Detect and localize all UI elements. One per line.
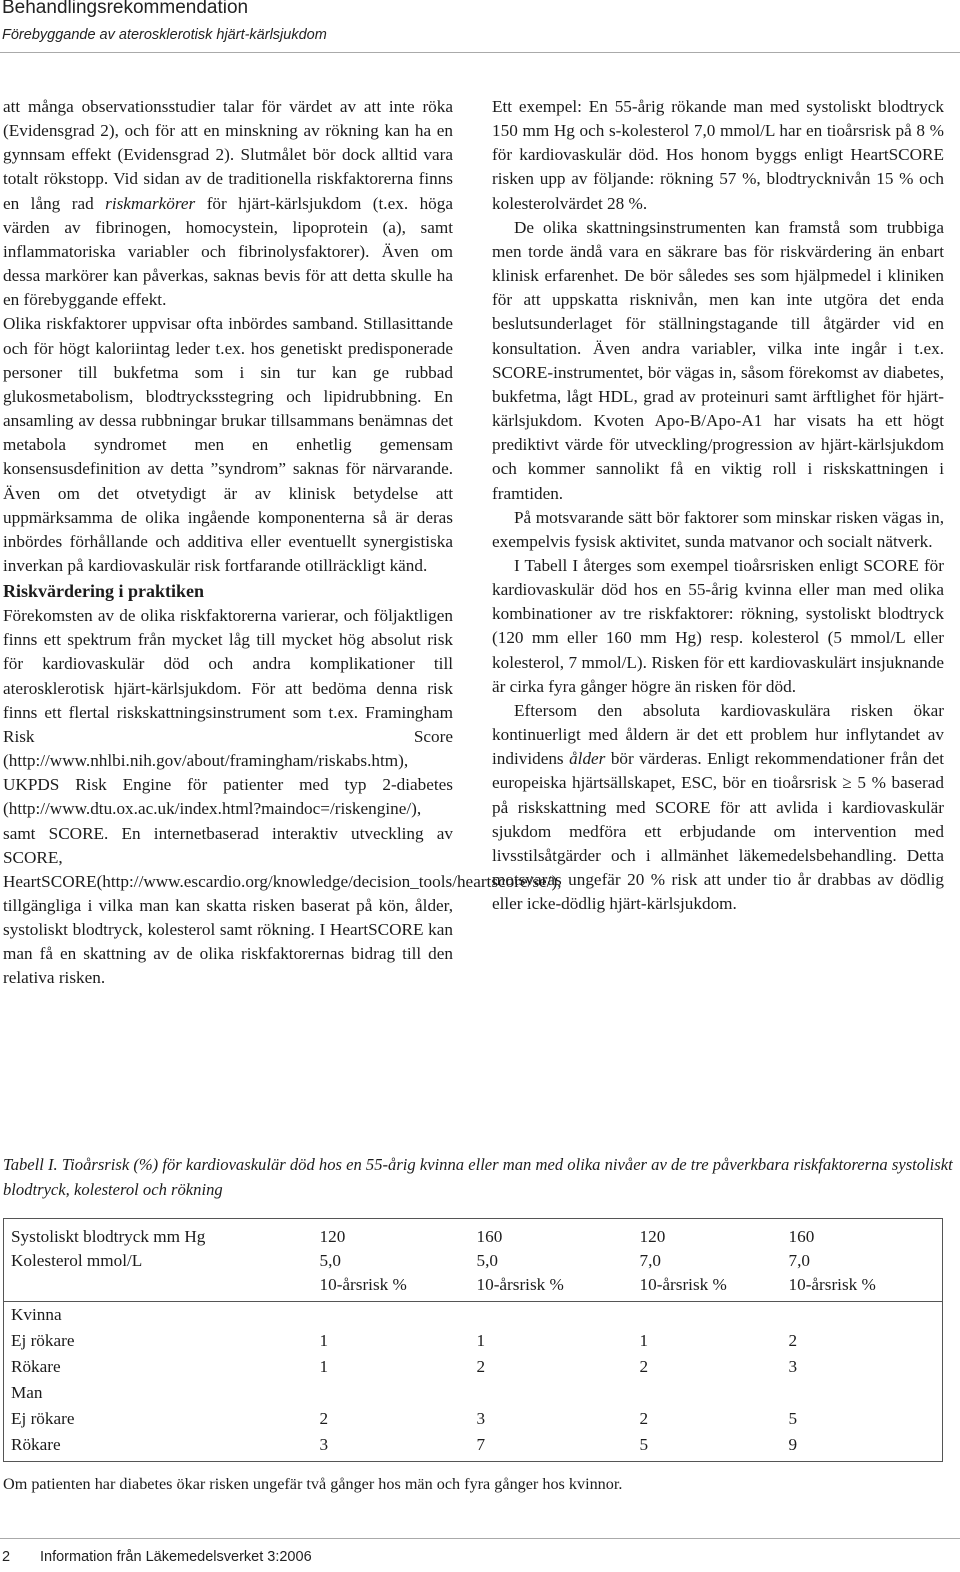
left-column xyxy=(3,95,562,991)
paragraph: På motsvarande sätt bör faktorer som minskar risken vägas in, exempelvis fysisk aktivitet, sunda matvanor och socialt nätverk. xyxy=(492,507,944,551)
table-cell: 3 xyxy=(476,1409,486,1428)
table-header-cell: 120 7,0 10-årsrisk % xyxy=(633,1219,782,1302)
table-footnote: Om patienten har diabetes ökar risken ungefär två gånger hos män och fyra gånger hos kvinnor. xyxy=(3,1475,623,1493)
running-header-subtitle: Förebyggande av aterosklerotisk hjärt-kärlsjukdom xyxy=(2,27,327,43)
row-label: Ej rökare xyxy=(11,1331,75,1350)
table-row xyxy=(4,1406,943,1432)
row-label: Rökare xyxy=(11,1435,61,1454)
table-cell xyxy=(470,1380,633,1406)
row-label: Kvinna xyxy=(11,1305,62,1324)
table-cell: 5 xyxy=(639,1435,649,1454)
table-cell: 2 xyxy=(319,1409,329,1428)
table-cell xyxy=(313,1380,470,1406)
table-cell xyxy=(633,1380,782,1406)
row-label: Ej rökare xyxy=(11,1409,75,1428)
table-cell xyxy=(633,1302,782,1329)
table-cell: 2 xyxy=(788,1331,798,1350)
row-label: Rökare xyxy=(11,1357,61,1376)
table-cell xyxy=(470,1302,633,1329)
table-header-cell: 160 5,0 10-årsrisk % xyxy=(470,1219,633,1302)
table-cell xyxy=(313,1302,470,1329)
footer-divider xyxy=(0,1538,960,1539)
table-cell: 3 xyxy=(319,1435,329,1454)
running-header-title: Behandlingsrekommendation xyxy=(2,0,249,18)
row-label: Man xyxy=(11,1383,43,1402)
table-row xyxy=(4,1328,943,1354)
paragraph: Förekomsten av de olika riskfaktorerna varierar, och följaktligen finns ett spektrum från mycket låg till mycket hög absolut risk för kardiovaskulär död och andra komplikationer till aterosklerotisk hjärt-kärlsjukdom. För att bedöma denna risk finns ett flertal riskskattningsinstrument som t.ex. Framingham Risk Score (http://www.nhlbi.nih.gov/about/framingham/riskabs.htm), UKPDS Risk Engine för patienter med typ 2-diabetes (http://www.dtu.ox.ac.uk/index.html?maindoc=/riskengine/), samt SCORE. En internetbaserad interaktiv utveckling av SCORE, HeartSCORE(http://www.escardio.org/knowledge/decision_tools/heartscore/se/), tillgängliga i vilka man kan skatta risken baserat på kön, ålder, systoliskt blodtryck, kolesterol samt rökning. I HeartSCORE kan man få en skattning av de olika riskfaktorernas bidrag till den relativa risken. xyxy=(3,606,562,988)
page-footer xyxy=(2,1549,312,1565)
emphasis-term: ålder xyxy=(569,749,606,769)
paragraph: att många observationsstudier talar för värdet av att inte röka (Evidensgrad 2), och för att en minskning av rökning kan ha en gynnsam effekt (Evidensgrad 2). Slutmålet bör dock alltid vara totalt rökstopp. Vid sidan av de traditionella riskfaktorerna finns en lång rad riskmarkörer för hjärt-kärlsjukdom (t.ex. höga värden av fibrinogen, homocystein, lipoprotein (a), samt inflammatoriska variabler och fibrinolysfaktorer). Även om dessa markörer kan påverkas, saknas bevis för att detta skulle ha en förebyggande effekt. xyxy=(3,97,453,310)
right-column xyxy=(492,95,944,916)
table-row xyxy=(4,1432,943,1462)
table-cell: 9 xyxy=(788,1435,798,1454)
table-row xyxy=(4,1380,943,1406)
section-heading: Riskvärdering i praktiken xyxy=(3,581,205,602)
table-cell: 2 xyxy=(639,1409,649,1428)
emphasis-term: riskmarkörer xyxy=(105,193,196,213)
table-cell: 2 xyxy=(476,1357,486,1376)
table-caption: Tabell I. Tioårsrisk (%) för kardiovaskulär död hos en 55-årig kvinna eller man med olika nivåer av de tre påverkbara riskfaktorerna systoliskt blodtryck, kolesterol och rökning xyxy=(3,1155,953,1199)
table-cell: 3 xyxy=(788,1357,798,1376)
publication-source: Information från Läkemedelsverket 3:2006 xyxy=(40,1549,312,1565)
table-cell: 1 xyxy=(476,1331,486,1350)
table-cell: 1 xyxy=(319,1331,329,1350)
page-number: 2 xyxy=(2,1549,11,1565)
table-header-row xyxy=(4,1219,943,1302)
table-cell: 1 xyxy=(319,1357,329,1376)
table-cell xyxy=(782,1302,943,1329)
paragraph: Olika riskfaktorer uppvisar ofta inbördes samband. Stillasittande och för högt kaloriintag leder t.ex. hos genetiskt predisponerade personer till bukfetma som i sin tur kan ge rubbad glukosmetabolism, blodtrycksstegring och lipidrubbning. En ansamling av dessa rubbningar brukar tillsammans benämnas det metabola syndromet men en enhetlig gemensam konsensusdefinition av detta ”syndrom” saknas för närvarande. Även om det otvetydigt är av klinisk betydelse att uppmärksamma de olika ingående komponenterna så är deras inbördes förhållande och additiva eller eventuellt synergistiska inverkan på kardiovaskulär risk fortfarande otillräckligt känd. xyxy=(3,314,453,575)
header-divider xyxy=(0,52,960,53)
table-cell: 5 xyxy=(788,1409,798,1428)
table-cell: 2 xyxy=(639,1357,649,1376)
table-row xyxy=(4,1354,943,1380)
table-header-cell: 160 7,0 10-årsrisk % xyxy=(782,1219,943,1302)
paragraph: I Tabell I återges som exempel tioårsrisken enligt SCORE för kardiovaskulär död hos en 55-årig kvinna eller man med olika kombinationer av tre riskfaktorer: rökning, systoliskt blodtryck (120 mm eller 160 mm Hg) resp. kolesterol (5 mmol/L eller kolesterol, 7 mmol/L). Risken för ett kardiovaskulärt insjuknande är cirka fyra gånger högre än risken för död. xyxy=(492,555,944,696)
table-header-cell: 120 5,0 10-årsrisk % xyxy=(313,1219,470,1302)
table-row xyxy=(4,1302,943,1329)
table-cell xyxy=(782,1380,943,1406)
table-cell: 1 xyxy=(639,1331,649,1350)
table-header-label: Systoliskt blodtryck mm Hg Kolesterol mmol/L xyxy=(4,1219,313,1302)
paragraph: Ett exempel: En 55-årig rökande man med systoliskt blodtryck 150 mm Hg och s-kolesterol 7,0 mmol/L har en tioårsrisk på 8 % för kardiovaskulär död. Hos honom byggs enligt HeartSCORE risken upp av följande: rökning 57 %, blodtrycknivån 15 % och kolesterolvärdet 28 %. xyxy=(492,97,944,213)
paragraph: De olika skattningsinstrumenten kan framstå som trubbiga men torde ändå vara en säkrare bas för riskvärdering än enbart klinisk erfarenhet. De bör således ses som hjälpmedel i kliniken för att uppskatta risknivån, men kan inte utgöra det enda beslutsunderlaget för ställningstagande till åtgärder vid en konsultation. Även andra variabler, vilka inte ingår i t.ex. SCORE-instrumentet, bör vägas in, såsom förekomst av diabetes, bukfetma, lågt HDL, grad av proteinuri samt ärftlighet för hjärt-kärlsjukdom. Kvoten Apo-B/Apo-A1 har visats ha ett högt prediktivt värde för utveckling/progression av hjärt-kärlsjukdom och kommer sannolikt få en viktig roll i riskskattningen i framtiden. xyxy=(492,217,944,503)
paragraph: Eftersom den absoluta kardiovaskulära risken ökar kontinuerligt med åldern är det ett problem hur inflytandet av individens ålder bör värderas. Enligt rekommendationer från det europeiska hjärtsällskapet, ESC, bör en tioårsrisk ≥ 5 % baserad på riskskattning med SCORE för att avlida i kardiovaskulär sjukdom medföra ett erbjudande om intervention med livsstilsåtgärder och i allmänhet läkemedelsbehandling. Detta motsvaras ungefär 20 % risk att under tio år drabbas av dödlig eller icke-dödlig hjärt-kärlsjukdom. xyxy=(492,700,944,914)
table-cell: 7 xyxy=(476,1435,486,1454)
risk-table xyxy=(3,1218,943,1462)
